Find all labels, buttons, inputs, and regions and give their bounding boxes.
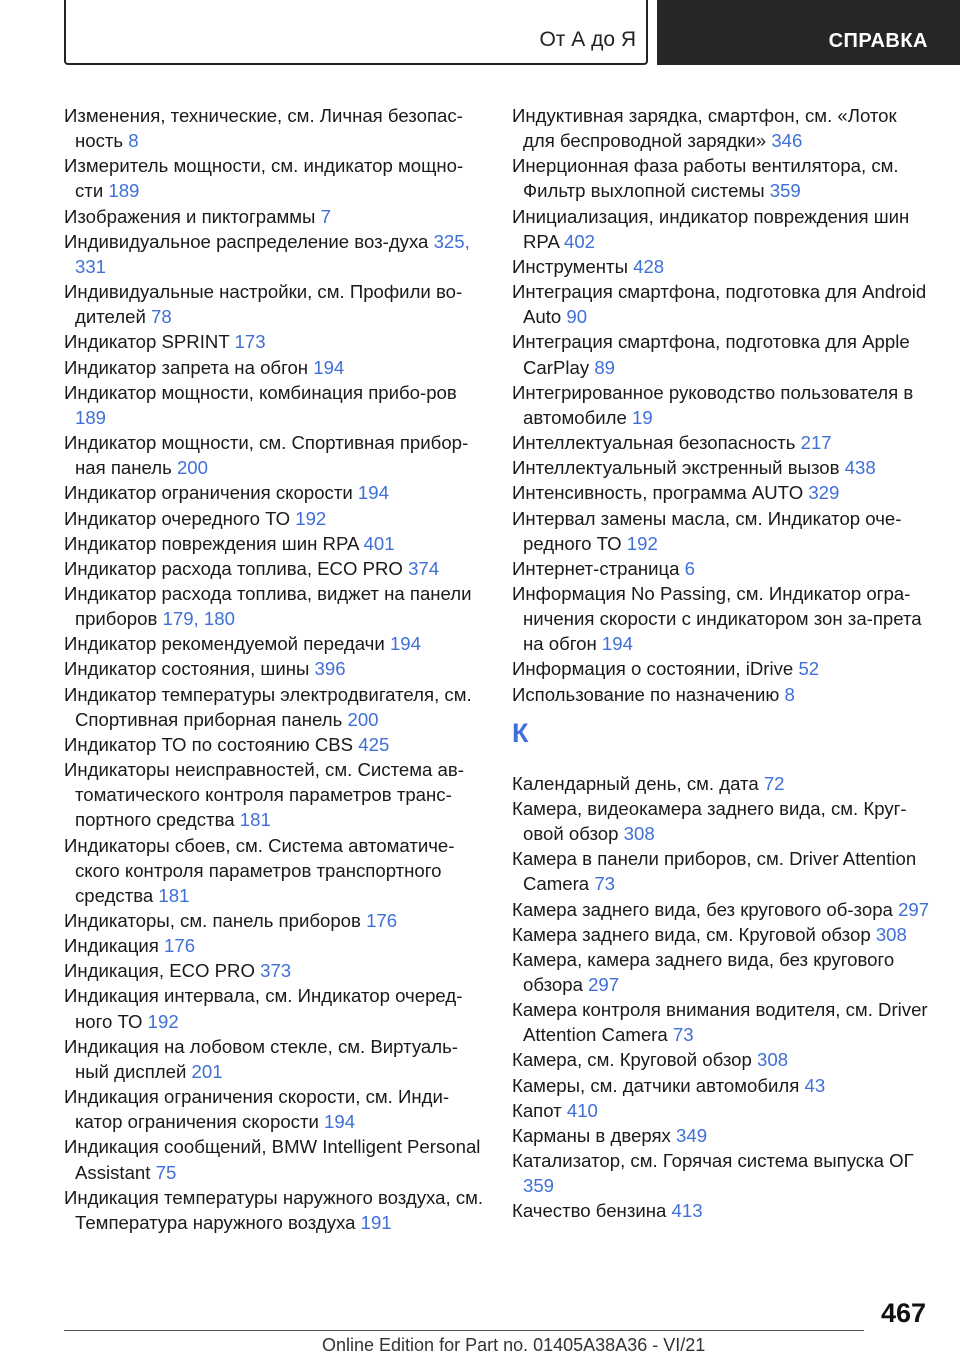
index-entry [64,631,484,656]
index-entry-term: Камеры, см. датчики автомобиля [512,1074,800,1096]
index-entry [64,103,484,153]
index-entry [512,947,932,997]
index-entry [512,1073,932,1098]
index-entry-page-link[interactable]: 194 [357,482,389,504]
index-entry-page-link[interactable]: 308 [623,823,655,845]
index-entry [64,958,484,983]
index-entry-page-link[interactable]: 43 [804,1074,826,1096]
index-entry [512,103,932,153]
index-entry-page-link[interactable]: 349 [676,1124,708,1146]
index-group-i [512,103,932,707]
index-entry-term: Индикатор мощности, см. Спортивная прибор-ная панель [64,432,469,479]
index-entry [512,254,932,279]
index-entry-page-link[interactable]: 192 [147,1010,179,1032]
index-entry-page-link[interactable]: 90 [566,306,588,328]
index-entry-term: Интеллектуальная безопасность [512,432,796,454]
index-entry [512,581,932,656]
index-entry-page-link[interactable]: 73 [672,1024,694,1046]
index-entry-page-link[interactable]: 438 [844,457,876,479]
index-entry [64,355,484,380]
section-letter-heading: К [512,717,529,748]
index-entry [512,480,932,505]
index-entry-page-link[interactable]: 189 [75,406,107,428]
index-entry-term: Индикаторы сбоев, см. Система автоматиче-ского контроля параметров транспортного средства [64,834,455,906]
index-entry-page-link[interactable]: 194 [601,633,633,655]
index-entry-page-link[interactable]: 410 [566,1099,598,1121]
index-entry-term: Интегрированное руководство пользователя в автомобиле [512,381,914,428]
index-entry-term: Инструменты [512,255,628,277]
index-entry [64,380,484,430]
index-entry-page-link[interactable]: 192 [626,532,658,554]
index-entry [64,682,484,732]
index-entry-term: Индикация интервала, см. Индикатор очеред-ного ТО [64,985,463,1032]
index-entry [64,531,484,556]
index-entry-page-link[interactable]: 19 [631,406,653,428]
index-entry [64,430,484,480]
chapter-tab [64,0,648,65]
index-entry-page-link[interactable]: 308 [757,1049,789,1071]
index-entry [64,1134,484,1184]
index-entry-term: Камера в панели приборов, см. Driver Attention Camera [512,848,917,895]
index-entry-page-link[interactable]: 176 [366,910,398,931]
index-entry-page-link[interactable]: 373 [260,960,292,982]
index-entry-term: Индикатор рекомендуемой передачи [64,633,385,655]
index-entry-term: Камера заднего вида, без кругового об-зора [512,898,893,920]
index-entry-page-link[interactable]: 374 [408,557,440,579]
chapter-tab-label: От А до Я [539,28,636,51]
index-entry-page-link[interactable]: 428 [633,255,665,277]
index-entry [64,833,484,908]
index-entry-term: Капот [512,1099,562,1121]
index-entry-page-link[interactable]: 52 [798,658,820,680]
index-entry [512,997,932,1047]
index-entry-page-link[interactable]: 308 [875,923,907,945]
index-entry [512,329,932,379]
index-entry-term: Календарный день, см. дата [512,772,759,794]
index-entry [512,1123,932,1148]
index-entry-page-link[interactable]: 181 [158,884,190,906]
index-entry-page-link[interactable]: 396 [314,658,346,680]
index-entry [64,757,484,832]
index-entry-term: Индивидуальные настройки, см. Профили во-дителей [64,281,463,328]
index-entry-term: Интервал замены масла, см. Индикатор оче-редного ТО [512,507,902,554]
index-entry-page-link[interactable]: 176 [164,935,196,957]
index-entry-term: Индикация сообщений, BMW Intelligent Personal Assistant [64,1136,481,1183]
index-group-k [512,771,932,1224]
index-entry-page-link[interactable]: 200 [347,708,379,730]
index-entry-page-link[interactable]: 359 [769,180,801,202]
index-entry [64,204,484,229]
index-entry [64,908,484,933]
index-column-left [64,103,484,1235]
index-entry-term: Индикаторы неисправностей, см. Система ав-томатического контроля параметров транс-портного средства [64,759,464,831]
index-entry-page-link[interactable]: 325, 331 [75,230,470,277]
index-entry [512,279,932,329]
index-entry-term: Камера заднего вида, см. Круговой обзор [512,923,871,945]
index-entry-term: Интенсивность, программа AUTO [512,482,804,504]
index-entry-term: Использование по назначению [512,683,780,705]
index-entry [512,922,932,947]
index-entry [512,1148,932,1198]
index-entry [512,380,932,430]
index-entry-term: Индикатор ограничения скорости [64,482,353,504]
index-entry-page-link[interactable]: 200 [176,457,208,479]
index-entry-term: Информация No Passing, см. Индикатор огра-ничения скорости с индикатором зон за-прета на обгон [512,582,922,655]
index-entry-page-link[interactable]: 194 [313,356,345,378]
index-entry-page-link[interactable]: 89 [594,356,615,378]
index-column-right [512,103,932,1224]
index-entry-term: Интернет-страница [512,557,680,579]
index-entry-term: Камера контроля внимания водителя, см. Driver Attention Camera [512,999,928,1046]
index-entry-page-link[interactable]: 413 [671,1200,703,1222]
index-entry-term: Изменения, технические, см. Личная безопас-ность [64,105,463,152]
index-entry-term: Индикатор расхода топлива, ECO PRO [64,557,403,579]
index-entry-term: Индикатор температуры электродвигателя, см. Спортивная приборная панель [64,683,472,730]
index-entry-page-link[interactable]: 194 [324,1111,356,1133]
index-entry-term: Инерционная фаза работы вентилятора, см. Фильтр выхлопной системы [512,155,899,202]
index-entry-term: Индикаторы, см. панель приборов [64,910,361,931]
index-entry-page-link[interactable]: 217 [800,432,832,454]
index-entry-term: Индикация [64,935,159,957]
index-entry-page-link[interactable]: 329 [808,482,840,504]
index-entry-term: Интеллектуальный экстренный вызов [512,457,840,479]
index-entry [512,682,932,707]
index-entry [64,983,484,1033]
index-entry-term: Катализатор, см. Горячая система выпуска ОГ [512,1150,914,1172]
index-entry-page-link[interactable]: 297 [898,898,930,920]
index-entry [512,846,932,896]
index-entry [512,204,932,254]
index-entry-term: Интеграция смартфона, подготовка для Android Auto [512,281,927,328]
index-entry-term: Индикатор повреждения шин RPA [64,532,359,554]
footer-divider [64,1330,864,1331]
index-entry [512,1098,932,1123]
index-entry-term: Камера, см. Круговой обзор [512,1049,752,1071]
index-entry-page-link[interactable]: 73 [594,873,615,895]
index-entry [64,656,484,681]
index-entry-term: Индикатор SPRINT [64,331,230,353]
index-entry [512,796,932,846]
index-entry-page-link[interactable]: 359 [523,1175,555,1197]
index-entry-term: Индикация температуры наружного воздуха, см. Температура наружного воздуха [64,1186,484,1233]
index-entry [64,1084,484,1134]
index-entry [64,153,484,203]
index-entry [512,506,932,556]
index-entry-page-link[interactable]: 8 [784,683,795,705]
index-entry-term: Интеграция смартфона, подготовка для Apple CarPlay [512,331,910,378]
index-entry-page-link[interactable]: 7 [320,205,331,227]
index-entry [64,329,484,354]
footer-edition: Online Edition for Part no. 01405A38A36 - VI/21 [322,1335,706,1355]
index-entry [512,1198,932,1223]
index-entry-page-link[interactable]: 8 [128,130,139,152]
index-entry-page-link[interactable]: 191 [360,1211,392,1233]
index-entry-term: Индикатор состояния, шины [64,658,310,680]
index-entry-term: Информация о состоянии, iDrive [512,658,794,680]
index-entry [64,933,484,958]
index-entry [512,656,932,681]
index-entry-page-link[interactable]: 192 [295,507,327,529]
index-entry [512,771,932,796]
index-entry-term: Индикатор запрета на обгон [64,356,309,378]
index-entry [64,279,484,329]
index-entry-term: Качество бензина [512,1200,667,1222]
index-entry-page-link[interactable]: 425 [358,733,390,755]
index-entry-page-link[interactable]: 173 [234,331,266,353]
index-entry-term: Изображения и пиктограммы [64,205,316,227]
index-entry-page-link[interactable]: 75 [155,1161,177,1183]
index-entry [64,229,484,279]
index-entry-term: Камера, камера заднего вида, без кругового обзора [512,948,895,995]
index-entry-term: Индуктивная зарядка, смартфон, см. «Лоток для беспроводной зарядки» [512,105,897,152]
index-entry-term: Индикатор ТО по состоянию CBS [64,733,354,755]
index-entry-page-link[interactable]: 6 [684,557,695,579]
index-entry-term: Индивидуальное распределение воз-духа [64,230,429,252]
index-entry-page-link[interactable]: 181 [239,809,271,831]
index-entry-term: Индикатор расхода топлива, виджет на панели приборов [64,582,472,630]
section-tab [657,0,960,65]
index-entry-page-link[interactable]: 179, 180 [162,608,235,630]
index-entry-page-link[interactable]: 402 [564,230,596,252]
index-entry-term: Карманы в дверях [512,1124,671,1146]
index-entry [512,153,932,203]
index-entry [512,556,932,581]
index-entry-term: Индикатор мощности, комбинация прибо-ров [64,381,457,403]
index-entry-page-link[interactable]: 78 [151,306,172,328]
index-entry-page-link[interactable]: 401 [363,532,395,554]
index-entry-term: Инициализация, индикатор повреждения шин RPA [512,205,910,252]
index-entry [64,1185,484,1235]
index-entry-term: Индикация на лобовом стекле, см. Виртуаль-ный дисплей [64,1035,458,1082]
index-entry [64,1034,484,1084]
section-tab-label: СПРАВКА [828,30,928,52]
index-entry-page-link[interactable]: 297 [588,974,620,995]
index-entry [512,1047,932,1072]
index-entry-term: Индикация ограничения скорости, см. Инди-катор ограничения скорости [64,1086,450,1133]
index-entry-page-link[interactable]: 194 [389,633,421,655]
index-entry-term: Индикатор очередного ТО [64,507,291,529]
page-number: 467 [880,1298,926,1328]
index-entry [64,732,484,757]
index-entry-page-link[interactable]: 189 [108,180,140,202]
index-entry [64,581,484,631]
index-entry [64,556,484,581]
index-entry [64,506,484,531]
index-entry-term: Измеритель мощности, см. индикатор мощно-сти [64,155,464,202]
index-entry [64,480,484,505]
index-entry [512,897,932,922]
index-entry [512,430,932,455]
index-entry-term: Камера, видеокамера заднего вида, см. Круг-овой обзор [512,797,907,845]
index-entry-term: Индикация, ECO PRO [64,960,255,982]
index-entry-page-link[interactable]: 72 [763,772,785,794]
index-entry-page-link[interactable]: 346 [771,130,803,152]
index-entry-page-link[interactable]: 201 [191,1060,223,1082]
index-entry [512,455,932,480]
